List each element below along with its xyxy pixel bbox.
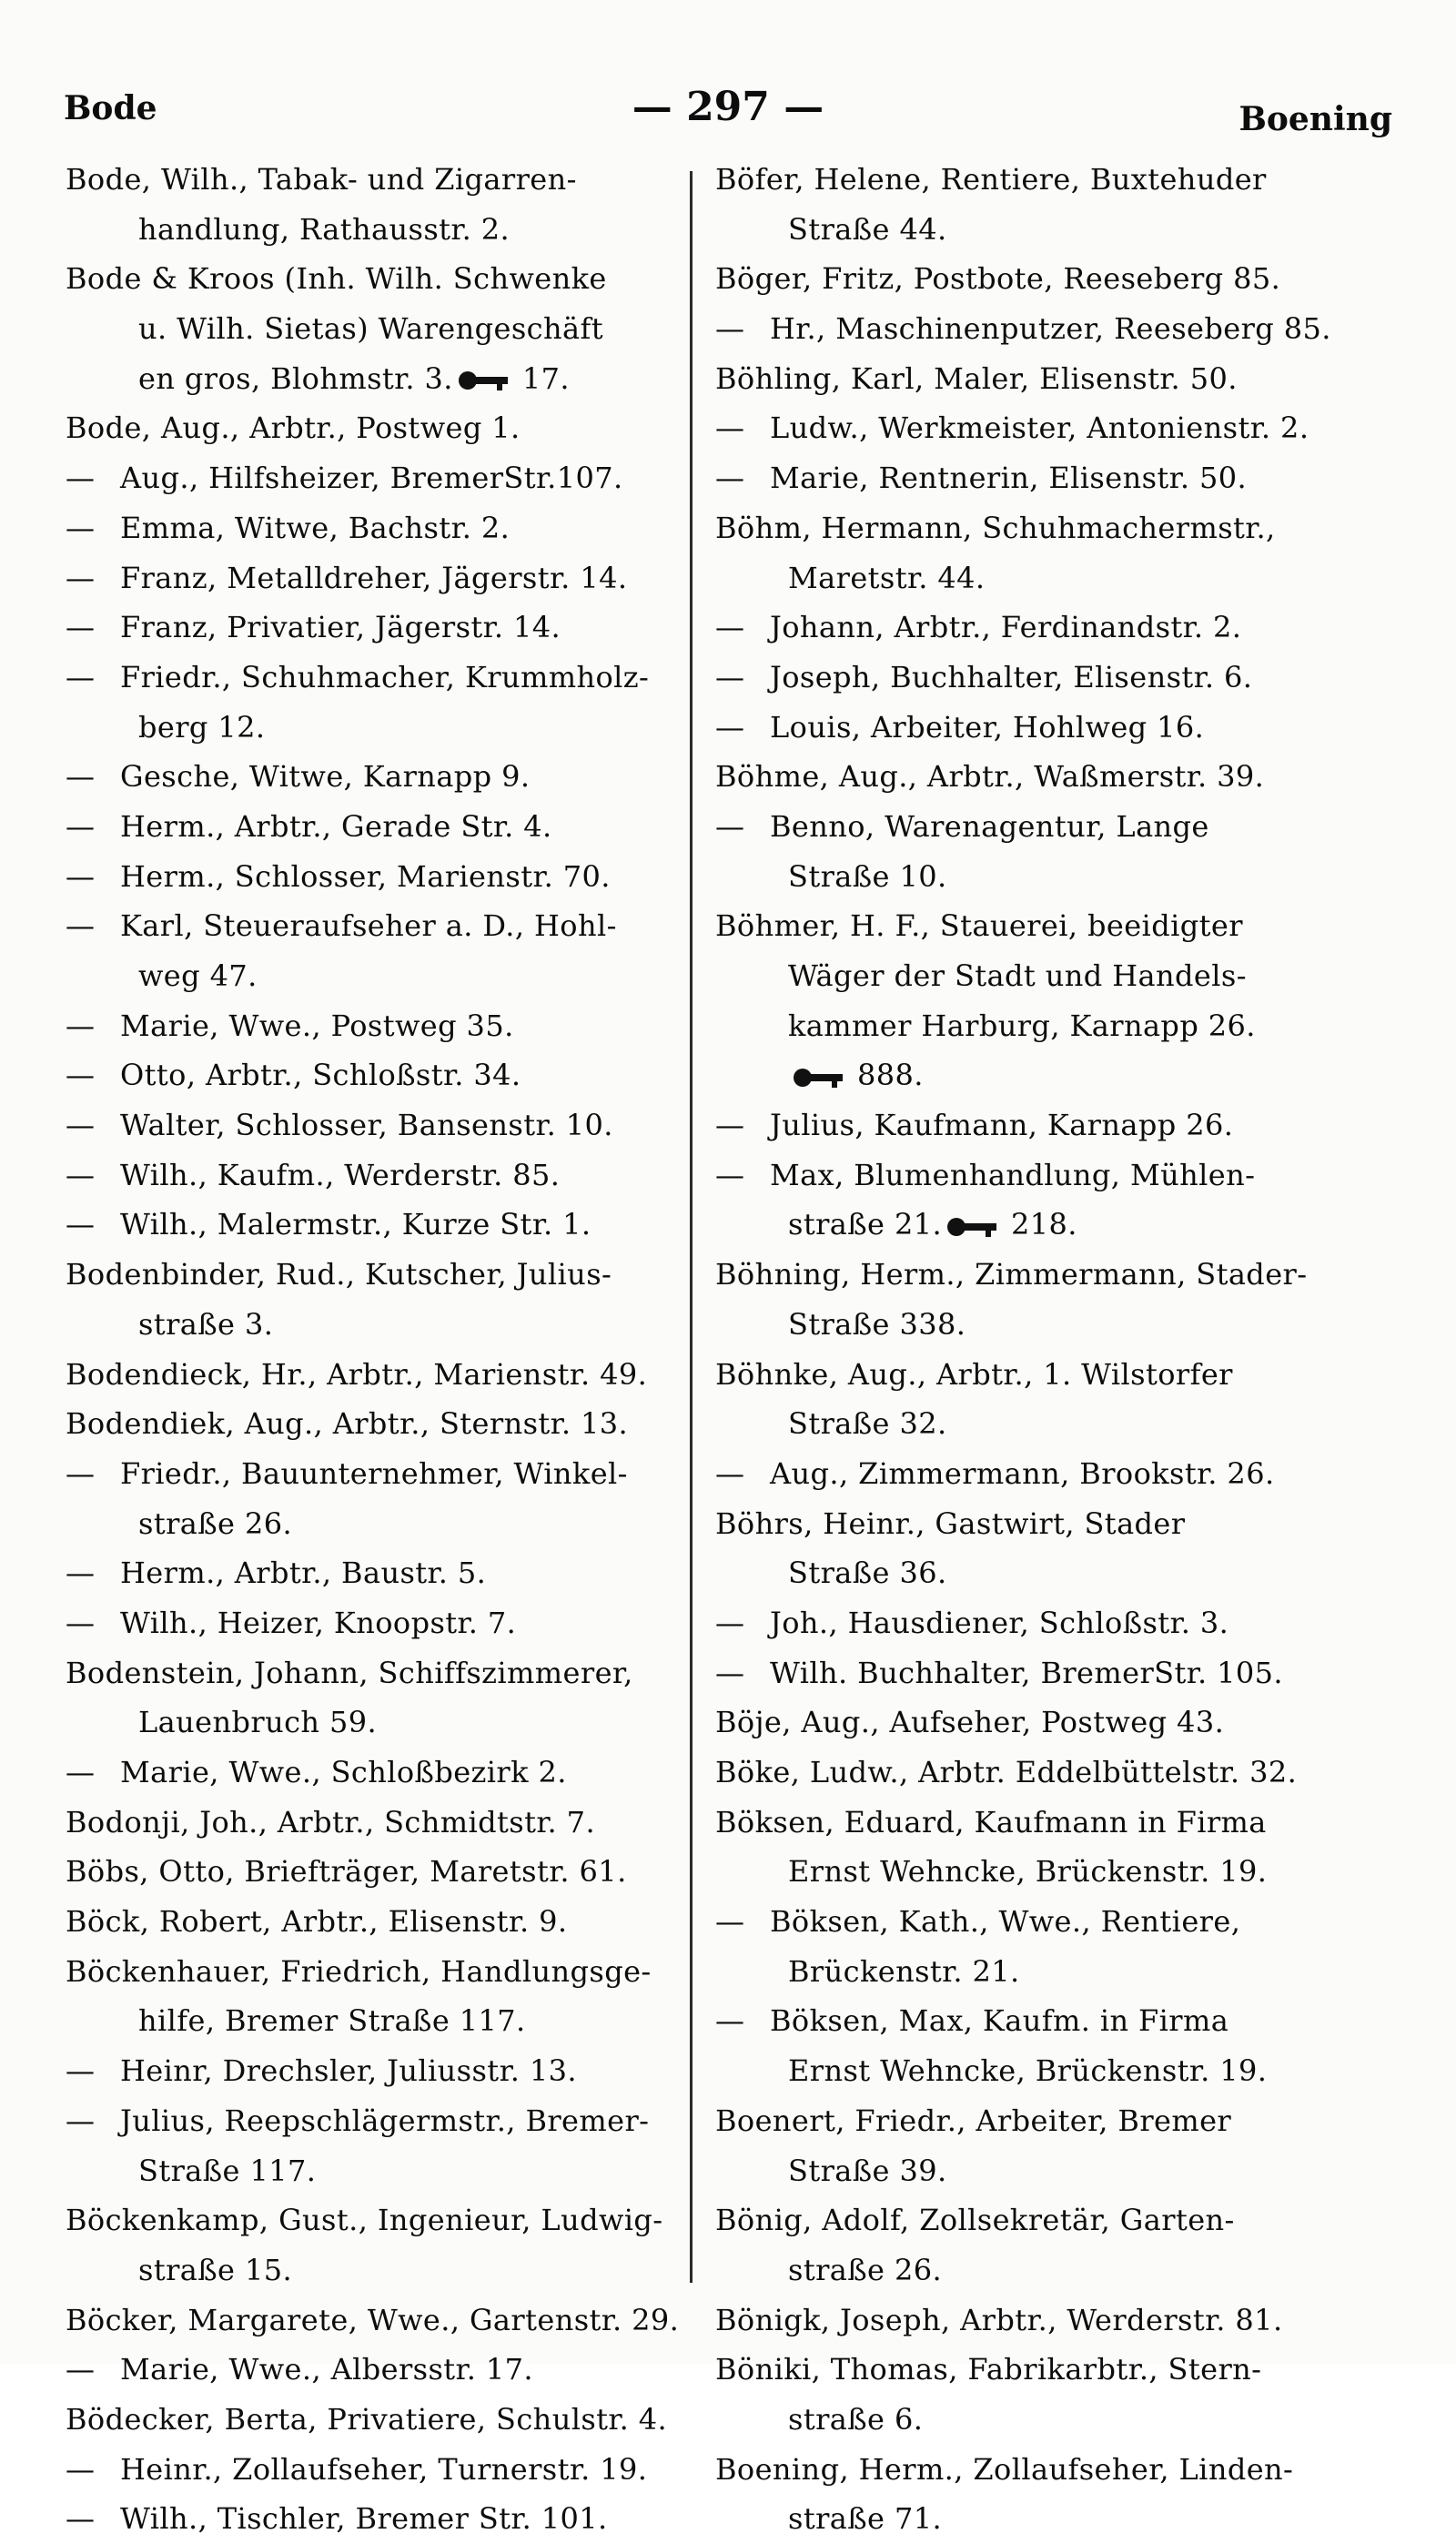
directory-entry	[66, 453, 693, 503]
repeat-dash: —	[715, 1455, 745, 1491]
entry-text: straße 26.	[138, 1505, 293, 1541]
entry-text: Benno, Warenagentur, Lange	[770, 808, 1209, 844]
entry-text: Böksen, Max, Kaufm. in Firma	[770, 2003, 1229, 2039]
repeat-dash: —	[715, 1157, 745, 1192]
entry-text: Wilh. Buchhalter, BremerStr. 105.	[770, 1655, 1283, 1690]
directory-entry	[66, 1598, 693, 1648]
directory-entry	[715, 1499, 1343, 1549]
directory-entry	[715, 2096, 1343, 2146]
entry-text: Straße 10.	[788, 858, 947, 894]
entry-text: hilfe, Bremer Straße 117.	[138, 2003, 526, 2039]
repeat-dash: —	[715, 1605, 745, 1640]
entry-text: Straße 117.	[138, 2153, 317, 2188]
entry-text: Böbs, Otto, Briefträger, Maretstr. 61.	[66, 1854, 627, 1890]
directory-entry	[715, 304, 1343, 354]
entry-continuation	[66, 354, 693, 404]
entry-text: Marie, Wwe., Postweg 35.	[120, 1008, 514, 1043]
entry-text: Wäger der Stadt und Handels-	[788, 958, 1247, 993]
directory-entry	[66, 2046, 693, 2096]
directory-entry	[66, 1748, 693, 1798]
entry-continuation	[715, 1001, 1343, 1051]
entry-text: Bodenstein, Johann, Schiffszimmerer,	[66, 1655, 633, 1690]
directory-entry	[66, 1001, 693, 1051]
repeat-dash: —	[715, 1904, 745, 1940]
entry-text: Bödecker, Berta, Privatiere, Schulstr. 4.	[66, 2401, 668, 2437]
directory-entry	[715, 155, 1343, 205]
entry-text: Lauenbruch 59.	[138, 1705, 378, 1740]
entry-text: handlung, Rathausstr. 2.	[138, 211, 511, 247]
directory-entry	[66, 503, 693, 553]
directory-entry	[66, 1399, 693, 1449]
entry-text: Julius, Reepschlägermstr., Bremer-	[120, 2103, 650, 2138]
entry-text: Bönig, Adolf, Zollsekretär, Garten-	[715, 2203, 1235, 2238]
entry-text: straße 21.	[788, 1207, 943, 1242]
entry-continuation	[715, 1947, 1343, 1997]
repeat-dash: —	[66, 1455, 96, 1491]
repeat-dash: —	[66, 858, 96, 894]
entry-text: Herm., Arbtr., Baustr. 5.	[120, 1556, 487, 1591]
entry-text: Aug., Hilfsheizer, BremerStr.107.	[120, 461, 623, 496]
entry-text: Wilh., Heizer, Knoopstr. 7.	[120, 1605, 517, 1640]
entry-text: Bode, Wilh., Tabak- und Zigarren-	[66, 162, 577, 197]
entry-continuation	[715, 1847, 1343, 1897]
entry-text: Bodendiek, Aug., Arbtr., Sternstr. 13.	[66, 1406, 629, 1442]
repeat-dash: —	[715, 610, 745, 645]
entry-text: Straße 39.	[788, 2153, 947, 2188]
directory-entry	[66, 901, 693, 951]
entry-text: en gros, Blohmstr. 3.	[138, 360, 453, 396]
entry-text: Böckenkamp, Gust., Ingenieur, Ludwig-	[66, 2203, 663, 2238]
directory-entry	[715, 1449, 1343, 1499]
entry-text: Böck, Robert, Arbtr., Elisenstr. 9.	[66, 1904, 568, 1940]
entry-text: Brückenstr. 21.	[788, 1953, 1020, 1989]
repeat-dash: —	[66, 2501, 96, 2537]
entry-text: Böksen, Kath., Wwe., Rentiere,	[770, 1904, 1241, 1940]
directory-entry	[715, 752, 1343, 802]
directory-entry	[66, 1200, 693, 1250]
entry-text: Bönigk, Joseph, Arbtr., Werderstr. 81.	[715, 2302, 1283, 2337]
directory-entry	[715, 901, 1343, 951]
entry-text: Maretstr. 44.	[788, 560, 986, 595]
entry-text: Bode, Aug., Arbtr., Postweg 1.	[66, 410, 521, 446]
entry-text: straße 6.	[788, 2401, 924, 2437]
directory-entry	[715, 453, 1343, 503]
entry-continuation	[715, 2494, 1343, 2544]
entry-text: Bodonji, Joh., Arbtr., Schmidtstr. 7.	[66, 1804, 596, 1840]
directory-entry	[715, 1698, 1343, 1748]
key-telephone-icon	[459, 370, 510, 390]
directory-entry	[66, 653, 693, 703]
directory-entry	[715, 1897, 1343, 1947]
directory-entry	[715, 802, 1343, 852]
repeat-dash: —	[66, 2103, 96, 2138]
directory-entry	[715, 703, 1343, 753]
repeat-dash: —	[66, 1207, 96, 1242]
entry-continuation	[715, 205, 1343, 255]
directory-entry	[715, 2345, 1343, 2395]
entry-text: straße 71.	[788, 2501, 943, 2537]
directory-entry	[715, 1598, 1343, 1648]
repeat-dash: —	[715, 1655, 745, 1690]
directory-entry	[715, 2195, 1343, 2245]
repeat-dash: —	[66, 1157, 96, 1192]
repeat-dash: —	[66, 1058, 96, 1093]
entry-text: Marie, Rentnerin, Elisenstr. 50.	[770, 461, 1248, 496]
entry-text: Emma, Witwe, Bachstr. 2.	[120, 510, 511, 545]
directory-entry	[715, 2296, 1343, 2346]
entry-text: Friedr., Bauunternehmer, Winkel-	[120, 1455, 628, 1491]
directory-entry	[715, 1100, 1343, 1150]
entry-continuation	[715, 2046, 1343, 2096]
entry-text: Franz, Privatier, Jägerstr. 14.	[120, 610, 561, 645]
entry-continuation	[715, 2395, 1343, 2445]
directory-entry	[715, 354, 1343, 404]
repeat-dash: —	[66, 1108, 96, 1143]
repeat-dash: —	[66, 610, 96, 645]
directory-entry	[66, 1798, 693, 1848]
telephone-number: 888.	[857, 1058, 924, 1093]
repeat-dash: —	[715, 808, 745, 844]
telephone-number: 218.	[1011, 1207, 1077, 1242]
directory-entry	[66, 2395, 693, 2445]
entry-text: Herm., Schlosser, Marienstr. 70.	[120, 858, 611, 894]
entry-text: Gesche, Witwe, Karnapp 9.	[120, 759, 531, 795]
entry-text: Ernst Wehncke, Brückenstr. 19.	[788, 1854, 1268, 1890]
directory-entry	[715, 1150, 1343, 1201]
directory-entry	[66, 1350, 693, 1400]
repeat-dash: —	[66, 808, 96, 844]
entry-continuation	[66, 703, 693, 753]
entry-text: Böger, Fritz, Postbote, Reeseberg 85.	[715, 261, 1281, 297]
entry-text: Karl, Steueraufseher a. D., Hohl-	[120, 908, 617, 944]
entry-text: Friedr., Schuhmacher, Krummholz-	[120, 659, 650, 694]
directory-entry	[66, 1100, 693, 1150]
entry-text: Böhning, Herm., Zimmermann, Stader-	[715, 1257, 1308, 1292]
page-number: — 297 —	[632, 84, 824, 130]
directory-entry	[66, 2296, 693, 2346]
entry-text: Ernst Wehncke, Brückenstr. 19.	[788, 2053, 1268, 2089]
repeat-dash: —	[715, 659, 745, 694]
entry-continuation	[715, 1300, 1343, 1350]
entry-text: u. Wilh. Sietas) Warengeschäft	[138, 311, 603, 347]
entry-text: Böke, Ludw., Arbtr. Eddelbüttelstr. 32.	[715, 1755, 1298, 1789]
entry-continuation	[715, 2146, 1343, 2196]
entry-text: Heinr, Drechsler, Juliusstr. 13.	[120, 2053, 577, 2089]
directory-entry	[715, 1996, 1343, 2046]
entry-text: Straße 36.	[788, 1556, 947, 1591]
entry-text: Straße 338.	[788, 1306, 966, 1342]
directory-entry	[715, 1350, 1343, 1400]
page-header	[64, 84, 1392, 147]
directory-entry	[715, 653, 1343, 703]
directory-entry	[66, 2494, 693, 2544]
directory-entry	[66, 155, 693, 205]
entry-text: Wilh., Kaufm., Werderstr. 85.	[120, 1157, 561, 1192]
entry-text: straße 26.	[788, 2252, 943, 2287]
repeat-dash: —	[66, 1605, 96, 1640]
directory-entry	[66, 752, 693, 802]
directory-entry	[66, 603, 693, 653]
repeat-dash: —	[66, 659, 96, 694]
directory-entry	[66, 1150, 693, 1201]
entry-text: Straße 32.	[788, 1406, 947, 1442]
entry-text: Böhmer, H. F., Stauerei, beeidigter	[715, 908, 1243, 944]
entry-text: Böcker, Margarete, Wwe., Gartenstr. 29.	[66, 2302, 680, 2337]
entry-continuation	[715, 951, 1343, 1001]
entry-text: Joseph, Buchhalter, Elisenstr. 6.	[770, 659, 1253, 694]
directory-entry	[66, 852, 693, 902]
entry-text: Bodenbinder, Rud., Kutscher, Julius-	[66, 1257, 612, 1292]
entry-continuation	[66, 1996, 693, 2046]
entry-continuation	[715, 1548, 1343, 1598]
directory-entry	[66, 553, 693, 603]
entry-text: Aug., Zimmermann, Brookstr. 26.	[770, 1455, 1275, 1491]
repeat-dash: —	[66, 759, 96, 795]
repeat-dash: —	[715, 311, 745, 347]
directory-entry	[715, 503, 1343, 553]
entry-continuation	[66, 951, 693, 1001]
entry-text: Wilh., Tischler, Bremer Str. 101.	[120, 2501, 608, 2537]
repeat-dash: —	[66, 908, 96, 944]
repeat-dash: —	[715, 461, 745, 496]
directory-entry	[715, 2445, 1343, 2495]
entry-text: straße 15.	[138, 2252, 293, 2287]
entry-text: Max, Blumenhandlung, Mühlen-	[770, 1157, 1256, 1192]
entry-text: Hr., Maschinenputzer, Reeseberg 85.	[770, 311, 1331, 347]
directory-entry	[715, 254, 1343, 304]
directory-entry	[66, 1548, 693, 1598]
entry-text: Marie, Wwe., Schloßbezirk 2.	[120, 1755, 567, 1789]
entry-text: Straße 44.	[788, 211, 947, 247]
entry-text: Böhling, Karl, Maler, Elisenstr. 50.	[715, 360, 1238, 396]
entry-text: weg 47.	[138, 958, 258, 993]
directory-entry	[715, 1250, 1343, 1300]
directory-entry	[66, 1847, 693, 1897]
key-telephone-icon	[947, 1217, 998, 1237]
directory-entry	[66, 1449, 693, 1499]
entry-continuation	[66, 1499, 693, 1549]
directory-entry	[715, 603, 1343, 653]
repeat-dash: —	[715, 709, 745, 745]
entry-continuation	[715, 553, 1343, 603]
repeat-dash: —	[66, 510, 96, 545]
entry-continuation	[66, 1698, 693, 1748]
entry-continuation	[66, 205, 693, 255]
entry-text: Böniki, Thomas, Fabrikarbtr., Stern-	[715, 2352, 1262, 2387]
directory-entry	[66, 1050, 693, 1100]
repeat-dash: —	[715, 410, 745, 446]
key-telephone-icon	[794, 1068, 844, 1088]
directory-entry	[715, 1798, 1343, 1848]
entry-continuation	[715, 1399, 1343, 1449]
entry-continuation	[715, 1200, 1343, 1250]
directory-entry	[66, 2195, 693, 2245]
repeat-dash: —	[66, 461, 96, 496]
directory-entry	[66, 802, 693, 852]
directory-entry	[66, 403, 693, 453]
entry-text: Böfer, Helene, Rentiere, Buxtehuder	[715, 162, 1267, 197]
entry-continuation	[66, 2146, 693, 2196]
entry-text: Böhrs, Heinr., Gastwirt, Stader	[715, 1505, 1186, 1541]
directory-entry	[66, 1648, 693, 1698]
entry-text: Boening, Herm., Zollaufseher, Linden-	[715, 2451, 1294, 2487]
entry-continuation	[66, 1300, 693, 1350]
entry-text: kammer Harburg, Karnapp 26.	[788, 1008, 1256, 1043]
entry-text: Böksen, Eduard, Kaufmann in Firma	[715, 1804, 1267, 1840]
directory-entry	[66, 2445, 693, 2495]
directory-entry	[715, 1648, 1343, 1698]
entry-text: Ludw., Werkmeister, Antonienstr. 2.	[770, 410, 1309, 446]
entry-text: Joh., Hausdiener, Schloßstr. 3.	[770, 1605, 1229, 1640]
entry-text: Louis, Arbeiter, Hohlweg 16.	[770, 709, 1205, 745]
repeat-dash: —	[66, 2451, 96, 2487]
repeat-dash: —	[66, 2053, 96, 2089]
entry-text: Böckenhauer, Friedrich, Handlungsge-	[66, 1953, 652, 1989]
entry-text: Böhnke, Aug., Arbtr., 1. Wilstorfer	[715, 1356, 1233, 1392]
repeat-dash: —	[66, 1008, 96, 1043]
telephone-number: 17.	[521, 360, 570, 396]
entry-text: Bodendieck, Hr., Arbtr., Marienstr. 49.	[66, 1356, 648, 1392]
directory-entry	[715, 403, 1343, 453]
entry-continuation	[715, 2245, 1343, 2296]
entry-text: berg 12.	[138, 709, 266, 745]
entry-text: Böje, Aug., Aufseher, Postweg 43.	[715, 1705, 1225, 1740]
entry-text: Bode & Kroos (Inh. Wilh. Schwenke	[66, 261, 607, 297]
directory-entry	[66, 1897, 693, 1947]
entry-text: Heinr., Zollaufseher, Turnerstr. 19.	[120, 2451, 648, 2487]
directory-entry	[66, 1250, 693, 1300]
entry-text: straße 3.	[138, 1306, 274, 1342]
repeat-dash: —	[66, 560, 96, 595]
entry-text: Otto, Arbtr., Schloßstr. 34.	[120, 1058, 521, 1093]
header-right-keyword: Boening	[1239, 100, 1392, 138]
repeat-dash: —	[66, 1755, 96, 1789]
directory-entry	[66, 2345, 693, 2395]
directory-entry	[66, 2096, 693, 2146]
directory-entry	[715, 1748, 1343, 1798]
repeat-dash: —	[66, 1556, 96, 1591]
entry-text: Herm., Arbtr., Gerade Str. 4.	[120, 808, 552, 844]
repeat-dash: —	[66, 2352, 96, 2387]
repeat-dash: —	[715, 1108, 745, 1143]
entry-text: Marie, Wwe., Albersstr. 17.	[120, 2352, 533, 2387]
entry-text: Walter, Schlosser, Bansenstr. 10.	[120, 1108, 613, 1143]
entry-continuation	[715, 1050, 1343, 1100]
directory-entry	[66, 1947, 693, 1997]
entry-text: Böhme, Aug., Arbtr., Waßmerstr. 39.	[715, 759, 1265, 795]
entry-text: Johann, Arbtr., Ferdinandstr. 2.	[770, 610, 1242, 645]
entry-continuation	[66, 2245, 693, 2296]
entry-text: Boenert, Friedr., Arbeiter, Bremer	[715, 2103, 1232, 2138]
directory-entry	[66, 254, 693, 304]
entry-continuation	[66, 304, 693, 354]
entry-text: Julius, Kaufmann, Karnapp 26.	[770, 1108, 1234, 1143]
entry-text: Franz, Metalldreher, Jägerstr. 14.	[120, 560, 628, 595]
repeat-dash: —	[715, 2003, 745, 2039]
left-column	[66, 155, 693, 2544]
entry-continuation	[715, 852, 1343, 902]
right-column	[715, 155, 1343, 2544]
entry-text: Wilh., Malermstr., Kurze Str. 1.	[120, 1207, 592, 1242]
header-left-keyword: Bode	[64, 89, 157, 127]
entry-text: Böhm, Hermann, Schuhmachermstr.,	[715, 510, 1276, 545]
